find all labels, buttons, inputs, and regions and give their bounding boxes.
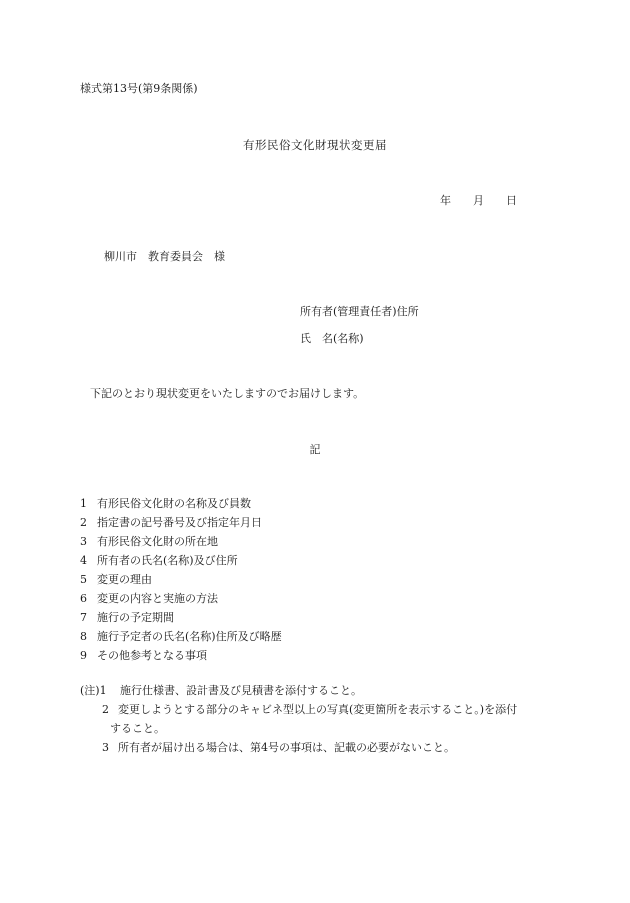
note-1	[80, 684, 560, 703]
notes-section	[80, 684, 560, 760]
intro-text: 下記のとおり現状変更をいたしますのでお届けします。	[90, 387, 365, 400]
owner-address-label: 所有者(管理責任者)住所	[300, 305, 419, 318]
day-label: 日	[506, 194, 517, 207]
list-item	[80, 535, 282, 554]
note-1-text: 施行仕様書、設計書及び見積書を添付すること。	[120, 684, 362, 697]
item-number: 3	[80, 535, 87, 548]
item-text: 施行の予定期間	[97, 611, 174, 624]
item-text: 所有者の氏名(名称)及び住所	[97, 554, 238, 567]
item-list	[80, 497, 282, 668]
item-number: 1	[80, 497, 87, 510]
document-title: 有形民俗文化財現状変更届	[243, 138, 387, 152]
note-2	[80, 703, 560, 722]
item-number: 9	[80, 649, 87, 662]
note-2-continuation	[80, 722, 560, 741]
list-item	[80, 592, 282, 611]
item-number: 2	[80, 516, 87, 529]
item-text: 施行予定者の氏名(名称)住所及び略歴	[97, 630, 282, 643]
item-text: 有形民俗文化財の名称及び員数	[97, 497, 251, 510]
note-3	[80, 741, 560, 760]
item-number: 8	[80, 630, 87, 643]
note-3-number: 3	[102, 741, 109, 754]
item-text: 変更の内容と実施の方法	[97, 592, 218, 605]
list-item	[80, 649, 282, 668]
note-3-text: 所有者が届け出る場合は、第4号の事項は、記載の必要がないこと。	[118, 741, 455, 754]
note-2-text-line1: 変更しようとする部分のキャビネ型以上の写真(変更箇所を表示すること。)を添付	[118, 703, 518, 716]
item-text: 指定書の記号番号及び指定年月日	[97, 516, 262, 529]
note-2-text-line2: すること。	[110, 722, 165, 735]
form-number: 様式第13号(第9条関係)	[80, 82, 198, 95]
addressee: 柳川市 教育委員会 様	[104, 250, 225, 263]
date-line	[440, 194, 517, 208]
note-2-number: 2	[102, 703, 109, 716]
year-label: 年	[440, 194, 451, 207]
item-text: その他参考となる事項	[97, 649, 207, 662]
list-item	[80, 516, 282, 535]
item-text: 変更の理由	[97, 573, 152, 586]
month-label: 月	[473, 194, 484, 207]
list-item	[80, 611, 282, 630]
item-number: 4	[80, 554, 87, 567]
item-number: 5	[80, 573, 87, 586]
owner-name-label: 氏 名(名称)	[300, 332, 364, 345]
ki-heading: 記	[309, 443, 321, 456]
item-text: 有形民俗文化財の所在地	[97, 535, 218, 548]
list-item	[80, 573, 282, 592]
list-item	[80, 497, 282, 516]
list-item	[80, 554, 282, 573]
item-number: 6	[80, 592, 87, 605]
note-lead: (注)1	[80, 684, 107, 697]
item-number: 7	[80, 611, 87, 624]
list-item	[80, 630, 282, 649]
